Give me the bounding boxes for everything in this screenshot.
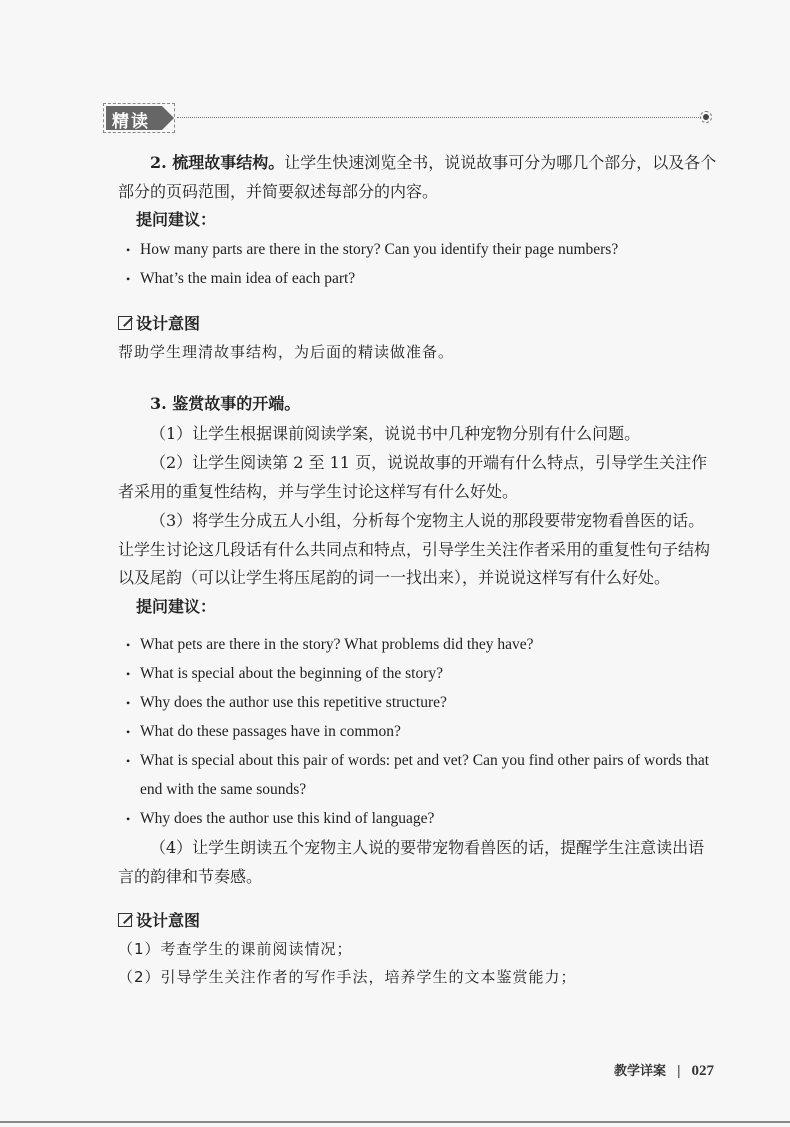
end-dot-icon [700,111,712,123]
section2-paragraph: 2. 梳理故事结构。让学生快速浏览全书，说说故事可分为哪几个部分，以及各个部分的页码范围，并简要叙述每部分的内容。 [118,153,717,201]
design-intent-heading: 设计意图 [118,908,200,931]
bottom-rule [0,1121,790,1123]
design-intent-heading: 设计意图 [118,311,200,334]
page-footer: 教学详案 | 027 [614,1063,714,1079]
design-intent-item: （1）考查学生的课前阅读情况； [118,940,353,958]
question-item: • What do these passages have in common? [140,718,720,747]
dotted-rule [177,117,701,118]
section3-title: 3. 鉴赏故事的开端。 [150,394,301,413]
questions-label: 提问建议： [136,210,217,229]
step-3: （3）将学生分成五人小组，分析每个宠物主人说的那段要带宠物看兽医的话。让学生讨论这几段话有什么共同点和特点，引导学生关注作者采用的重复性句子结构以及尾韵（可以让学生将压尾韵的词一一找出来），并说说这样写有什么好处。 [118,511,711,587]
question-item: • What is special about this pair of words: pet and vet? Can you find other pairs of words that end with the same sounds? [140,747,720,804]
question-item: • How many parts are there in the story? Can you identify their page numbers? [140,236,720,265]
edit-icon [118,316,132,330]
design-intent-text: 帮助学生理清故事结构，为后面的精读做准备。 [118,343,455,361]
step-2: （2）让学生阅读第 2 至 11 页，说说故事的开端有什么特点，引导学生关注作者采用的重复性结构，并与学生讨论这样写有什么好处。 [118,453,708,501]
questions-label: 提问建议： [136,597,217,616]
page-number: 027 [691,1063,714,1079]
step-1: （1）让学生根据课前阅读学案，说说书中几种宠物分别有什么问题。 [150,424,641,443]
section-badge: 精读 [103,103,175,133]
section-header [103,103,715,133]
question-item: • What is special about the beginning of the story? [140,660,720,689]
step-4: （4）让学生朗读五个宠物主人说的要带宠物看兽医的话，提醒学生注意读出语言的韵律和节奏感。 [118,838,705,886]
question-item: • Why does the author use this kind of language? [140,805,720,834]
question-item: • What’s the main idea of each part? [140,265,720,294]
edit-icon [118,913,132,927]
design-intent-item: （2）引导学生关注作者的写作手法，培养学生的文本鉴赏能力； [118,968,577,986]
question-item: • Why does the author use this repetitive structure? [140,689,720,718]
question-item: • What pets are there in the story? What problems did they have? [140,631,720,660]
